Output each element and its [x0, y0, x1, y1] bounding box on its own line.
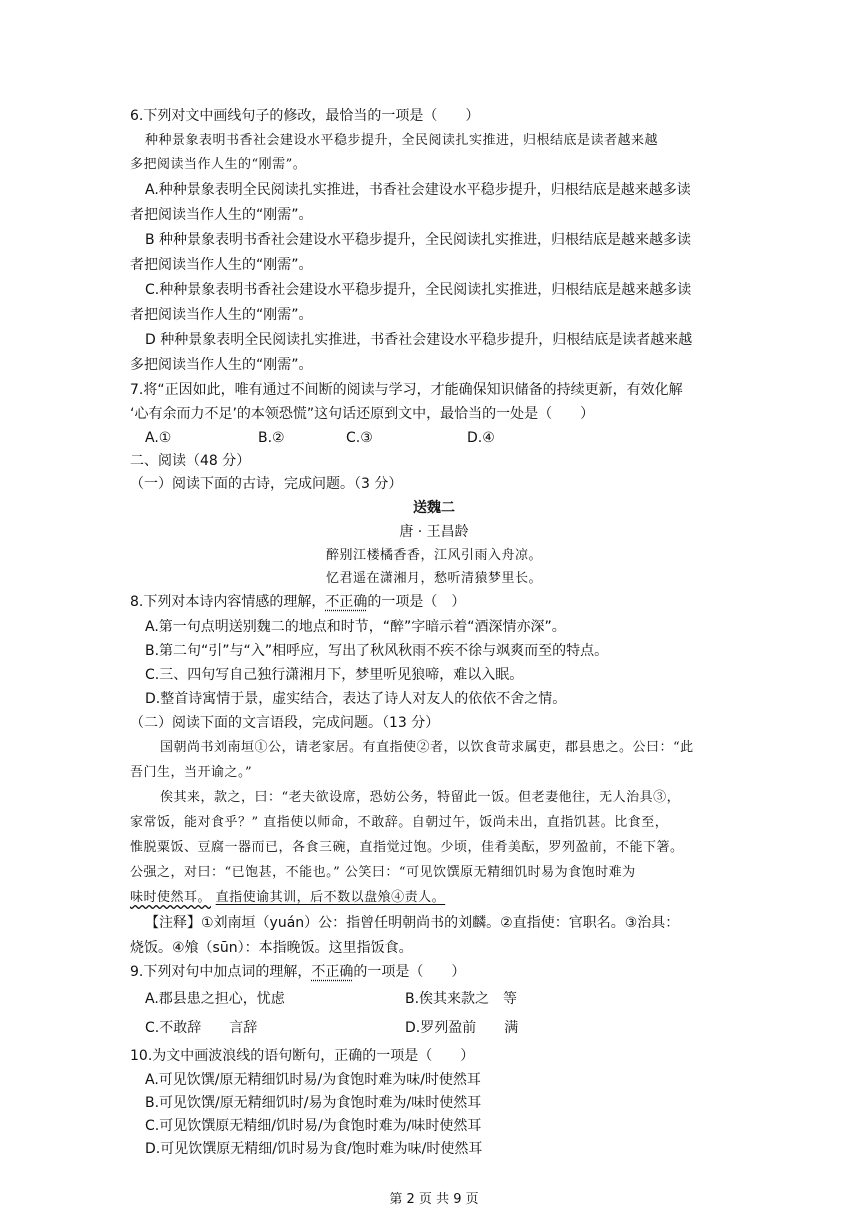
- underlined-sentence: 直指使谕其训，后不数以盘飧④责人。: [215, 890, 446, 905]
- q10-option-c: C.可见饮馔原无精细/饥时易/为食饱时难为/味时使然耳: [145, 1118, 482, 1134]
- q6-option-c-line1: C.种种景象表明书香社会建设水平稳步提升，全民阅读扎实推进，归根结底是越来越多读: [145, 282, 692, 298]
- notes-line2: 烧饭。④飧（sūn）：本指晚饭。这里指饭食。: [130, 940, 413, 956]
- q6-option-a-line2: 者把阅读当作人生的“刚需”。: [130, 207, 313, 223]
- q10-option-a: A.可见饮馔/原无精细饥时易/为食饱时难为味/时使然耳: [145, 1072, 481, 1088]
- q10-stem: 10.为文中画波浪线的语句断句，正确的一项是（ ）: [130, 1048, 475, 1064]
- page-footer: 第 2 页 共 9 页: [389, 1192, 479, 1207]
- q8-option-d: D.整首诗寓情于景，虚实结合，表达了诗人对友人的依依不舍之情。: [145, 691, 567, 707]
- q9-stem: [130, 962, 465, 982]
- q9-option-c: C.不敢辞 言辞: [145, 1020, 258, 1036]
- q8-option-b: B.第二句“引”与“入”相呼应，写出了秋风秋雨不疾不徐与飒爽而至的特点。: [145, 643, 609, 659]
- q9-stem-emphasis: 不正确: [311, 964, 354, 980]
- q10-option-d: D.可见饮馔原无精细/饥时易为食/饱时难为味/时使然耳: [145, 1141, 483, 1157]
- passage-p2-line2: 家常饭，能对食乎？” 直指使以师命，不敢辞。自朝过午，饭尚未出，直指饥甚。比食至，: [130, 815, 669, 830]
- passage-p2-line1: 俟其来，款之，曰：“老夫欲设席，恐妨公务，特留此一饭。但老妻他往，无人治具③，: [160, 790, 681, 805]
- q10-option-b: B.可见饮馔/原无精细饥时/易为食饱时难为/味时使然耳: [145, 1095, 482, 1111]
- passage-p2-line5: [130, 888, 445, 908]
- q6-quote-line1: 种种景象表明书香社会建设水平稳步提升，全民阅读扎实推进，归根结底是读者越来越: [145, 133, 659, 148]
- q7-option-a: A.①: [145, 430, 172, 446]
- q8-option-c: C.三、四句写自己独行潇湘月下，梦里听见狼啼，难以入眠。: [145, 667, 524, 683]
- passage-p1-line1: 国朝尚书刘南垣①公，请老家居。有直指使②者，以饮食苛求属吏，郡县患之。公曰：“此: [160, 740, 694, 755]
- q6-option-a-line1: A.种种景象表明全民阅读扎实推进，书香社会建设水平稳步提升，归根结底是越来越多读: [145, 182, 691, 198]
- q6-option-d-line2: 多把阅读当作人生的“刚需”。: [130, 357, 313, 373]
- q7-option-b: B.②: [258, 430, 285, 446]
- q7-stem-line1: 7.将“正因如此，唯有通过不间断的阅读与学习，才能确保知识储备的持续更新，有效化解: [130, 382, 683, 398]
- poem-title: 送魏二: [413, 500, 455, 516]
- q6-option-b-line1: B 种种景象表明书香社会建设水平稳步提升，全民阅读扎实推进，归根结底是越来越多读: [145, 232, 692, 248]
- q8-stem-post: 的一项是（ ）: [367, 594, 466, 610]
- q6-option-c-line2: 者把阅读当作人生的“刚需”。: [130, 307, 313, 323]
- section2-part1-title: （一）阅读下面的古诗，完成问题。（3 分）: [130, 476, 403, 492]
- q6-quote-line2: 多把阅读当作人生的“刚需”。: [130, 157, 307, 172]
- q8-option-a: A.第一句点明送别魏二的地点和时节，“醉”字暗示着“酒深情亦深”。: [145, 619, 566, 635]
- q9-option-a: A.郡县患之担心，忧虑: [145, 991, 285, 1007]
- q7-option-d: D.④: [467, 430, 495, 446]
- notes-line1: 【注释】①刘南垣（yuán）公：指曾任明朝尚书的刘麟。②直指使：官职名。③治具：: [145, 915, 680, 931]
- q8-stem-emphasis: 不正确: [325, 594, 368, 610]
- q6-option-d-line1: D 种种景象表明全民阅读扎实推进，书香社会建设水平稳步提升，归根结底是读者越来越: [145, 332, 693, 348]
- q9-option-b: B.俟其来款之 等: [405, 991, 518, 1007]
- q7-option-c: C.③: [346, 430, 373, 446]
- passage-p1-line2: 吾门生，当开谕之。”: [130, 765, 253, 780]
- q9-stem-pre: 9.下列对句中加点词的理解，: [130, 964, 312, 980]
- poem-line1: 醉别江楼橘香香，江风引雨入舟凉。: [325, 548, 542, 563]
- poem-author: 唐 · 王昌龄: [399, 524, 469, 540]
- q9-option-d: D.罗列盈前 满: [405, 1020, 519, 1036]
- passage-p2-line4: 公强之，对曰：“已饱甚，不能也。” 公笑曰：“可见饮馔原无精细饥时易为食饱时难为: [130, 865, 636, 880]
- wavy-underlined-sentence: 味时使然耳。: [130, 890, 212, 905]
- q7-stem-line2: ‘心有余而力不足’的本领恐慌”这句话还原到文中，最恰当的一处是（ ）: [130, 406, 595, 422]
- q6-option-b-line2: 者把阅读当作人生的“刚需”。: [130, 257, 313, 273]
- part2-title: （二）阅读下面的文言语段，完成问题。（13 分）: [130, 715, 440, 731]
- section2-title: 二、阅读（48 分）: [130, 453, 251, 469]
- q6-stem: 6.下列对文中画线句子的修改，最恰当的一项是（ ）: [130, 108, 480, 124]
- q8-stem: [130, 592, 465, 612]
- poem-line2: 忆君遥在潇湘月，愁听清猿梦里长。: [325, 571, 542, 586]
- passage-p2-line3: 惟脱粟饭、豆腐一器而已，各食三碗，直指觉过饱。少顷，佳肴美酝，罗列盈前，不能下箸。: [130, 840, 684, 855]
- q8-stem-pre: 8.下列对本诗内容情感的理解，: [130, 594, 326, 610]
- q9-stem-post: 的一项是（ ）: [353, 964, 466, 980]
